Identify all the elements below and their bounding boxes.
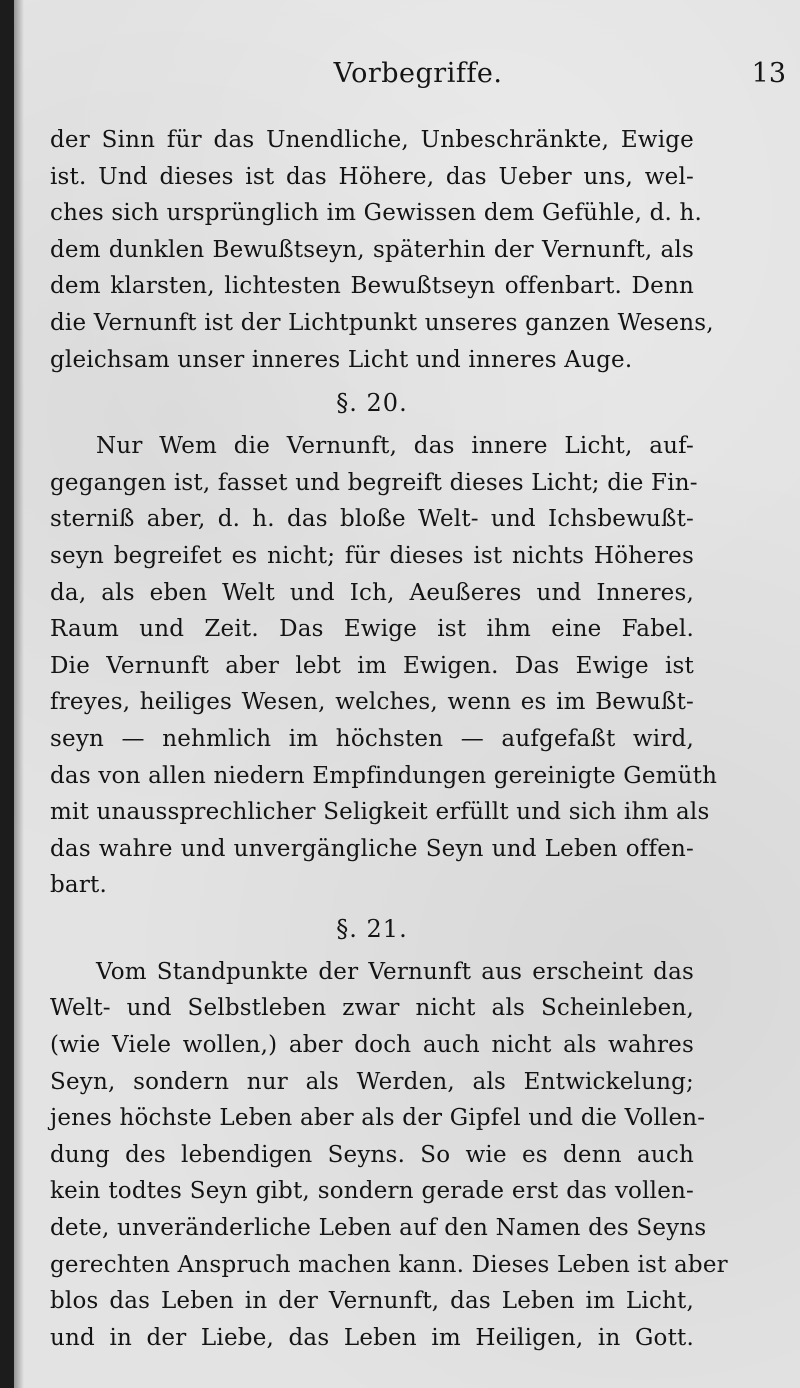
page-header [50,58,786,98]
text-line: der Sinn für das Unendliche, Unbeschränkte, Ewige [50,127,694,153]
text-line: kein todtes Seyn gibt, sondern gerade erst das vollen- [50,1178,694,1205]
text-line: dem dunklen Bewußtseyn, späterhin der Vernunft, als [50,236,694,263]
text-line: Seyn, sondern nur als Werden, als Entwickelung; [50,1068,694,1095]
text-line: seyn — nehmlich im höchsten — aufgefaßt wird, [50,725,694,752]
text-line: freyes, heiliges Wesen, welches, wenn es im Bewußt- [50,689,694,716]
text-line: die Vernunft ist der Lichtpunkt unseres ganzen Wesens, [50,309,714,336]
text-line: bart. [50,872,107,899]
section-heading: §. 21. [336,914,408,943]
section-21 [50,904,728,1357]
text-line: Vom Standpunkte der Vernunft aus erscheint das [96,958,694,985]
text-line: dung des lebendigen Seyns. So wie es denn auch [50,1141,694,1168]
text-line: ches sich ursprünglich im Gewissen dem Gefühle, d. h. [50,200,703,227]
text-line: blos das Leben in der Vernunft, das Leben im Licht, [50,1288,694,1315]
text-line: mit unaussprechlicher Seligkeit erfüllt und sich ihm als [50,799,710,826]
paragraph-continuation [50,122,714,378]
text-line: Welt- und Selbstleben zwar nicht als Scheinleben, [50,995,694,1022]
text-line: das von allen niedern Empfindungen gereinigte Gemüth [50,762,718,789]
running-head: Vorbegriffe. [333,58,503,89]
book-page [14,0,800,1388]
text-line: jenes höchste Leben aber als der Gipfel und die Vollen- [50,1105,706,1132]
text-line: Nur Wem die Vernunft, das innere Licht, auf- [96,433,694,460]
text-line: gerechten Anspruch machen kann. Dieses Leben ist aber [50,1251,728,1278]
text-line: gleichsam unser inneres Licht und inneres Auge. [50,346,633,373]
text-line: gegangen ist, fasset und begreift dieses Licht; die Fin- [50,469,698,496]
text-line: dete, unveränderliche Leben auf den Namen des Seyns [50,1215,707,1242]
text-line: Raum und Zeit. Das Ewige ist ihm eine Fabel. [50,616,694,643]
page-number: 13 [751,58,786,89]
text-line: dem klarsten, lichtesten Bewußtseyn offenbart. Denn [50,273,694,300]
text-line: und in der Liebe, das Leben im Heiligen, in Gott. [50,1324,694,1351]
text-line: das wahre und unvergängliche Seyn und Leben offen- [50,835,694,862]
text-line: da, als eben Welt und Ich, Aeußeres und Inneres, [50,579,694,606]
text-line: sterniß aber, d. h. das bloße Welt- und Ichsbewußt- [50,506,694,533]
text-line: Die Vernunft aber lebt im Ewigen. Das Ewige ist [50,652,694,679]
body-text [50,122,728,1356]
text-line: (wie Viele wollen,) aber doch auch nicht als wahres [50,1032,694,1059]
section-20 [50,378,718,904]
text-line: ist. Und dieses ist das Höhere, das Ueber uns, wel- [50,163,694,190]
text-line: seyn begreifet es nicht; für dieses ist nichts Höheres [50,542,694,569]
section-heading: §. 20. [336,389,408,418]
